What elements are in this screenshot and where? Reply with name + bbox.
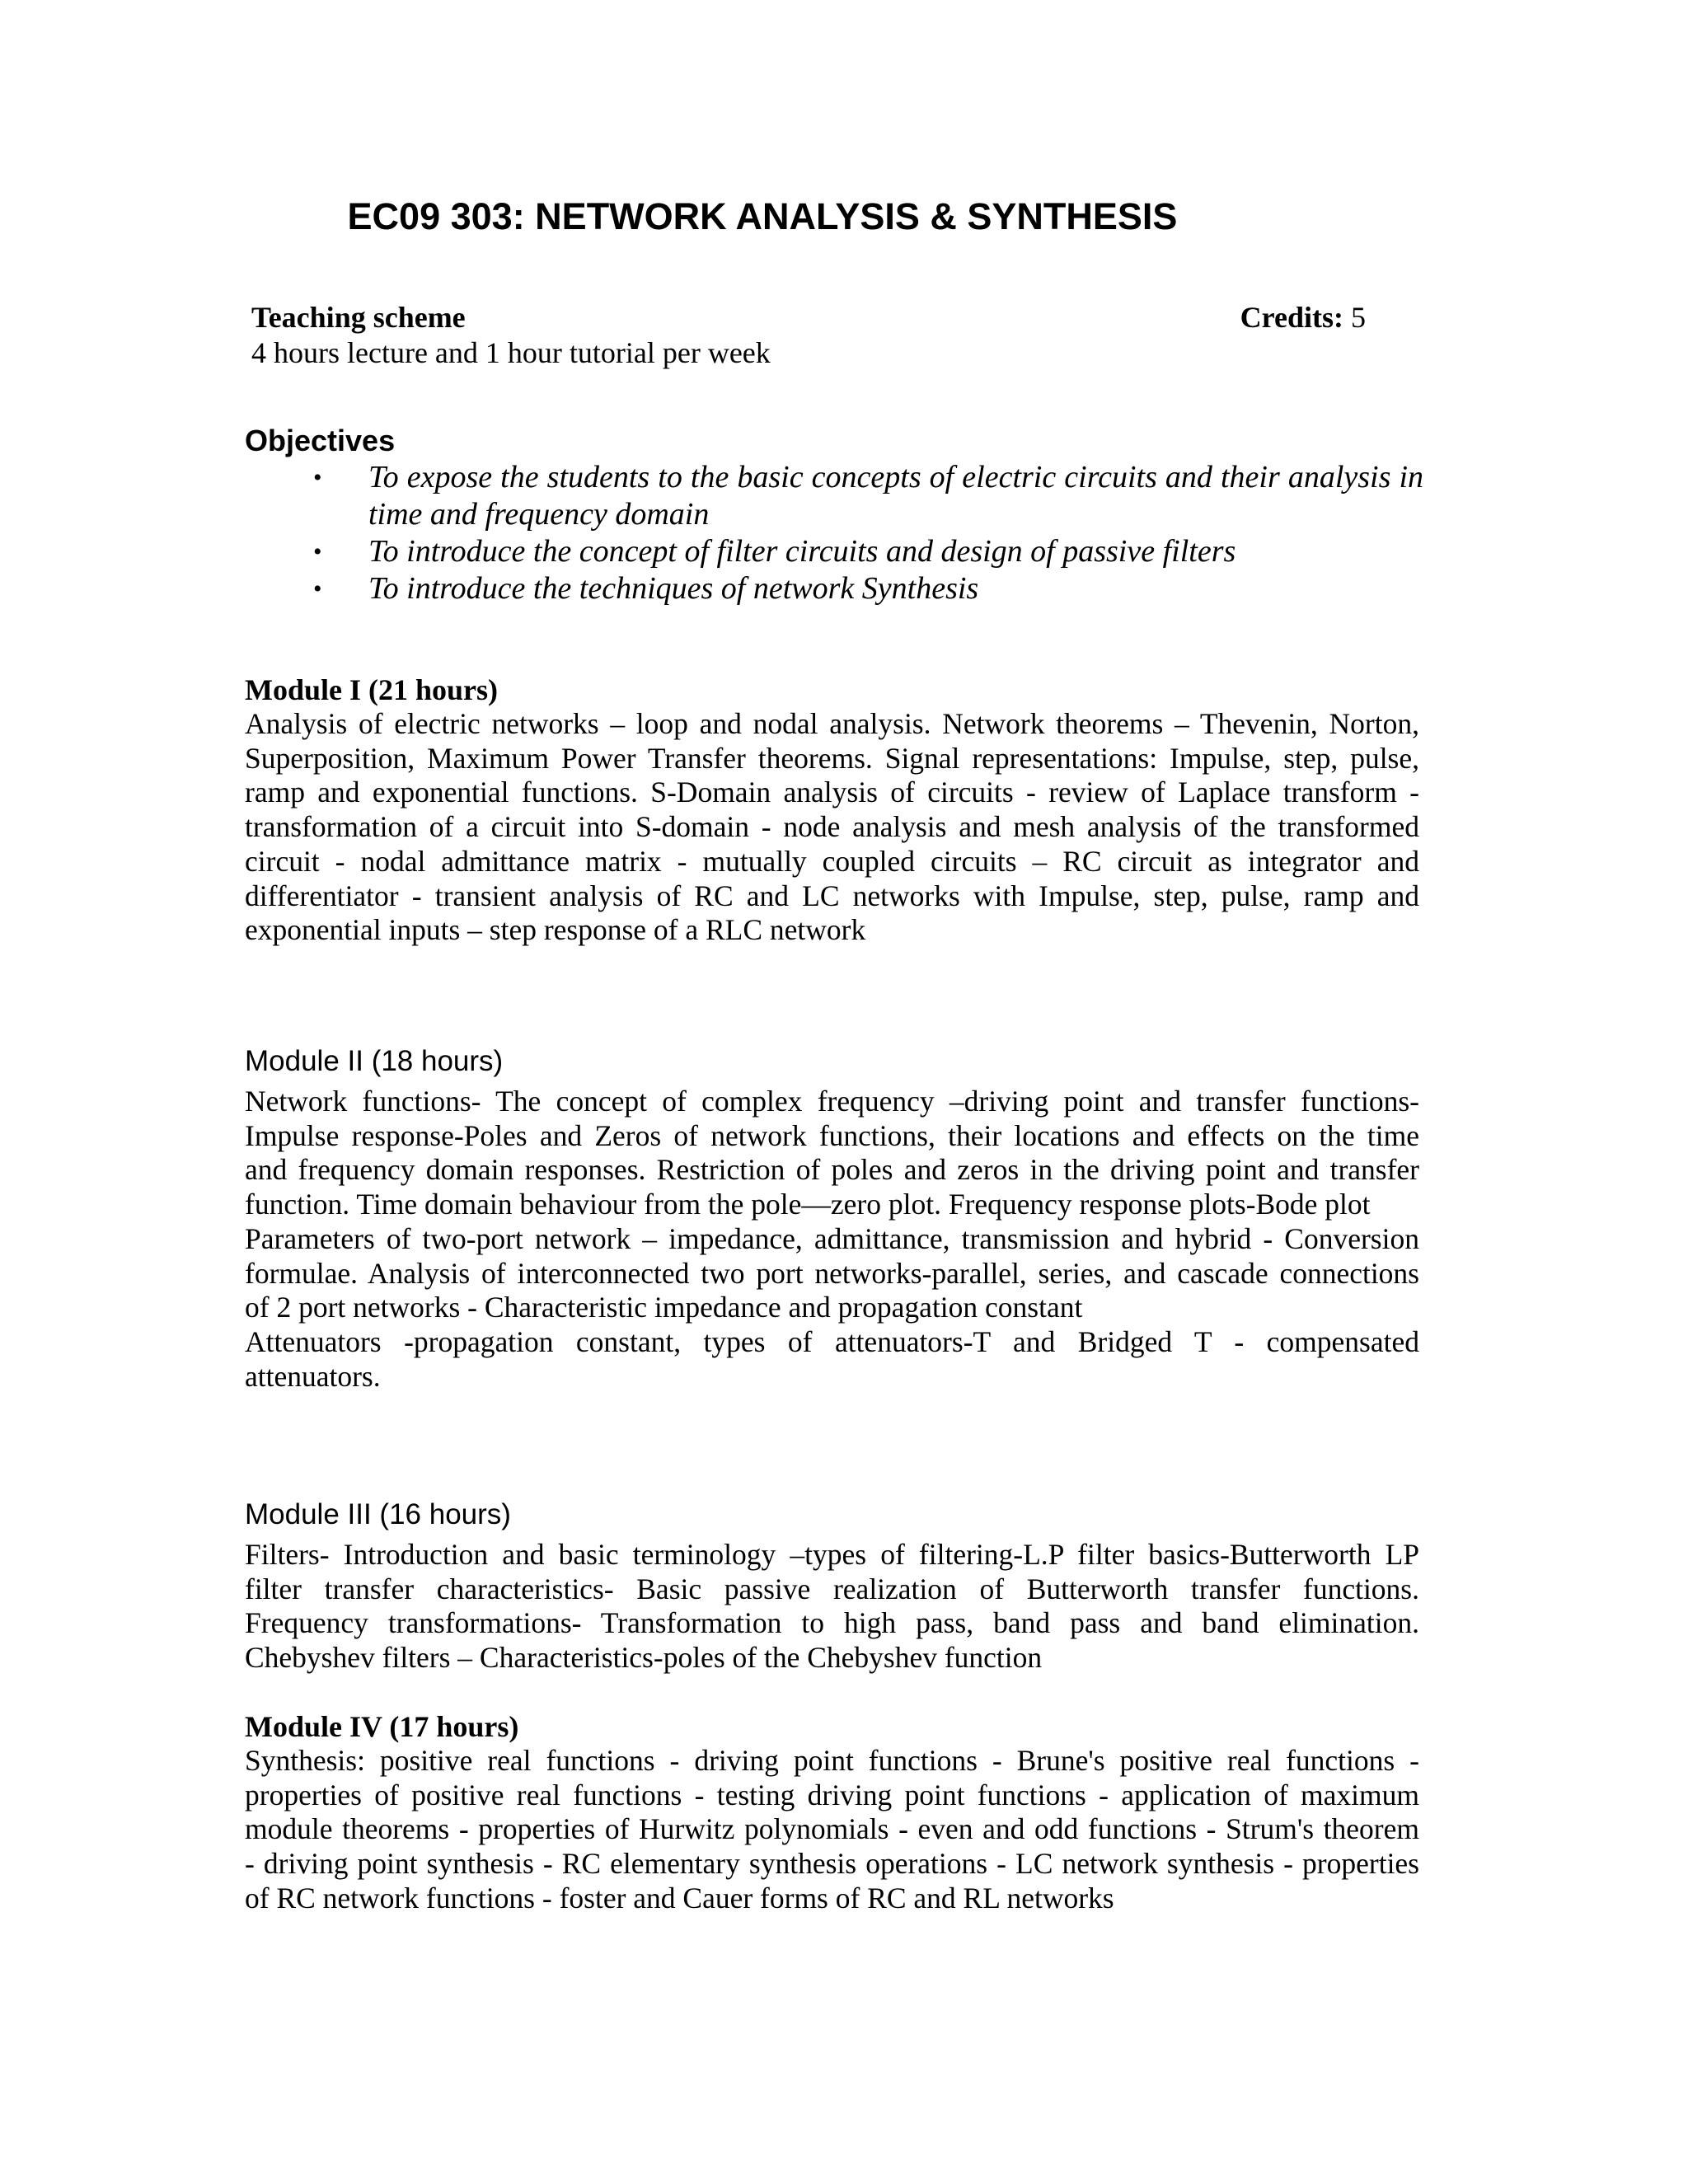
module-2-line: of 2 port networks - Characteristic impedance and propagation constant — [245, 1291, 1083, 1324]
module-4-body — [245, 1744, 1419, 1916]
module-3-section — [245, 1497, 1419, 1675]
teaching-scheme-row — [251, 300, 1366, 335]
credits-label: Credits: — [1240, 301, 1343, 334]
module-3-line: filter transfer characteristics- Basic passive realization of Butterworth transfer functions. — [245, 1572, 1419, 1605]
teaching-scheme-label: Teaching scheme — [251, 301, 466, 334]
module-1-line: differentiator - transient analysis of RC and LC networks with Impulse, step, pulse, ramp and — [245, 879, 1419, 912]
module-4-line: module theorems - properties of Hurwitz polynomials - even and odd functions - Strum's theorem — [245, 1812, 1419, 1846]
module-2-line: function. Time domain behaviour from the pole—zero plot. Frequency response plots-Bode plot — [245, 1188, 1371, 1221]
module-3-line: Filters- Introduction and basic terminology –types of filtering-L.P filter basics-Butterworth LP — [245, 1538, 1419, 1571]
objectives-heading: Objectives — [245, 424, 396, 457]
module-1-section — [245, 673, 1419, 948]
objective-item — [245, 533, 1423, 570]
bullet-icon: • — [313, 464, 322, 491]
module-1-line: Analysis of electric networks – loop and nodal analysis. Network theorems – Thevenin, Norton, — [245, 707, 1419, 740]
module-1-body — [245, 707, 1419, 948]
module-3-heading: Module III (16 hours) — [245, 1498, 511, 1530]
module-4-line: of RC network functions - foster and Cauer forms of RC and RL networks — [245, 1881, 1114, 1915]
module-2-line: Network functions- The concept of complex frequency –driving point and transfer functions- — [245, 1085, 1419, 1118]
module-2-line: and frequency domain responses. Restriction of poles and zeros in the driving point and transfer — [245, 1153, 1419, 1187]
credits-value: 5 — [1351, 301, 1366, 334]
module-2-heading: Module II (18 hours) — [245, 1045, 504, 1077]
module-4-heading: Module IV (17 hours) — [245, 1710, 519, 1743]
teaching-hours: 4 hours lecture and 1 hour tutorial per week — [251, 336, 771, 369]
objective-item — [245, 459, 1423, 533]
module-2-line: attenuators. — [245, 1359, 381, 1393]
module-1-line: Superposition, Maximum Power Transfer theorems. Signal representations: Impulse, step, pulse, — [245, 741, 1419, 775]
bullet-icon: • — [313, 538, 322, 565]
module-1-line: ramp and exponential functions. S-Domain analysis of circuits - review of Laplace transform - — [245, 776, 1419, 809]
credits — [1240, 300, 1366, 335]
page-title: EC09 303: NETWORK ANALYSIS & SYNTHESIS — [347, 195, 1178, 237]
objective-text: To expose the students to the basic concepts of electric circuits and their analysis in time and frequency domain — [368, 460, 1423, 532]
module-2-line: Impulse response-Poles and Zeros of network functions, their locations and effects on the time — [245, 1118, 1419, 1152]
module-1-line: transformation of a circuit into S-domain - node analysis and mesh analysis of the transformed — [245, 810, 1419, 844]
module-1-line: circuit - nodal admittance matrix - mutually coupled circuits – RC circuit as integrator and — [245, 844, 1419, 878]
module-3-line: Chebyshev filters – Characteristics-poles of the Chebyshev function — [245, 1641, 1043, 1675]
module-3-line: Frequency transformations- Transformation to high pass, band pass and band elimination. — [245, 1606, 1419, 1640]
module-1-line: exponential inputs – step response of a RLC network — [245, 913, 866, 947]
objective-item — [245, 570, 1423, 607]
objective-text: To introduce the techniques of network Synthesis — [368, 571, 979, 606]
objectives-section — [245, 423, 1423, 607]
module-3-body — [245, 1538, 1419, 1675]
module-4-line: - driving point synthesis - RC elementary synthesis operations - LC network synthesis - properties — [245, 1847, 1419, 1881]
module-4-line: Synthesis: positive real functions - driving point functions - Brune's positive real functions - — [245, 1744, 1419, 1777]
module-2-line: Attenuators -propagation constant, types of attenuators-T and Bridged T - compensated — [245, 1324, 1419, 1358]
module-2-line: Parameters of two-port network – impedance, admittance, transmission and hybrid - Conversion — [245, 1221, 1419, 1255]
objectives-list — [245, 459, 1423, 607]
module-4-section — [245, 1709, 1419, 1916]
teaching-scheme-block — [251, 300, 1366, 371]
objective-text: To introduce the concept of filter circuits and design of passive filters — [368, 534, 1236, 569]
module-1-heading: Module I (21 hours) — [245, 673, 499, 706]
module-2-body — [245, 1085, 1419, 1394]
module-2-line: formulae. Analysis of interconnected two port networks-parallel, series, and cascade connections — [245, 1256, 1419, 1290]
module-2-section — [245, 1043, 1419, 1394]
module-4-line: properties of positive real functions - testing driving point functions - application of maximum — [245, 1778, 1419, 1811]
bullet-icon: • — [313, 575, 322, 602]
